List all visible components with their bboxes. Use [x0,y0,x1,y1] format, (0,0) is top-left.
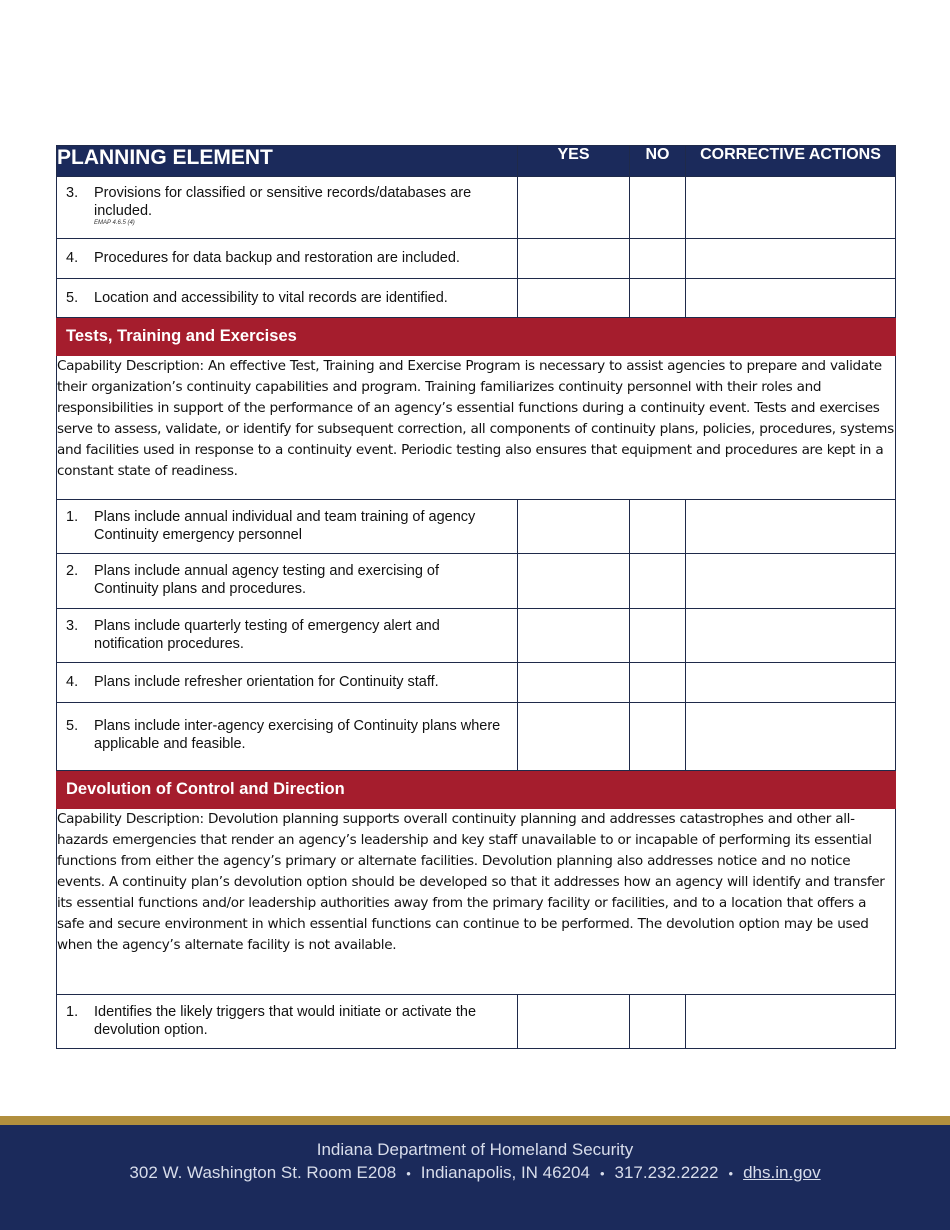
item-number: 5. [66,718,79,734]
item-text: Plans include inter-agency exercising of Continuity plans where applicable and feasible. [94,718,501,752]
yes-cell[interactable] [518,554,630,609]
yes-cell[interactable] [518,500,630,554]
item-cell [57,177,518,239]
table-row [57,663,896,703]
item-number: 4. [66,674,79,690]
item-number: 3. [66,185,79,201]
footer-phone: 317.232.2222 [614,1163,719,1182]
table-row [57,177,896,239]
footer-contact-line [0,1162,950,1185]
yes-cell[interactable] [518,703,630,771]
footer-organization: Indiana Department of Homeland Security [316,1140,634,1159]
section-title-tests-training: Tests, Training and Exercises [57,318,896,356]
no-cell[interactable] [630,995,686,1049]
item-text: Identifies the likely triggers that would initiate or activate the devolution option. [94,1004,477,1038]
no-cell[interactable] [630,500,686,554]
no-cell[interactable] [630,239,686,279]
table-row [57,279,896,318]
emap-reference: EMAP 4.6.5 (4) [94,220,135,226]
yes-cell[interactable] [518,177,630,239]
footer [0,1116,950,1230]
corrective-actions-cell[interactable] [686,500,896,554]
item-text: Plans include annual agency testing and exercising of Continuity plans and procedures. [94,563,440,597]
yes-cell[interactable] [518,663,630,703]
item-text: Provisions for classified or sensitive records/databases are included. [94,185,472,219]
header-corrective-actions: CORRECTIVE ACTIONS [686,146,896,177]
item-cell [57,554,518,609]
item-text: Procedures for data backup and restoration are included. [94,250,460,266]
corrective-actions-cell[interactable] [686,554,896,609]
corrective-actions-cell[interactable] [686,177,896,239]
section-title-devolution: Devolution of Control and Direction [57,771,896,809]
capability-description: Capability Description: Devolution planning supports overall continuity planning and addresses catastrophes and other all-hazards emergencies that render an agency’s leadership and key staff unavailable to or incapable of performing its essential functions from either the agency’s primary or alternate facilities. Devolution planning also addresses notice and no notice events. A continuity plan’s devolution option should be developed so that it addresses how an agency will identify and transfer its essential functions and/or leadership authorities away from the primary facility or facilities, and to a location that offers a safe and secure environment in which essential functions can continue to be performed. The devolution option may be used when the agency’s alternate facility is not available. [57,809,896,995]
no-cell[interactable] [630,554,686,609]
corrective-actions-cell[interactable] [686,663,896,703]
item-number: 2. [66,563,79,579]
corrective-actions-cell[interactable] [686,995,896,1049]
table-row [57,609,896,663]
table-row [57,239,896,279]
corrective-actions-cell[interactable] [686,703,896,771]
item-number: 3. [66,618,79,634]
bullet-separator: • [406,1166,411,1181]
item-number: 5. [66,290,79,306]
section-header-row [57,318,896,356]
item-cell [57,609,518,663]
header-yes: YES [518,146,630,177]
corrective-actions-cell[interactable] [686,239,896,279]
item-cell [57,279,518,318]
corrective-actions-cell[interactable] [686,279,896,318]
table-header-row [57,146,896,177]
item-text: Plans include quarterly testing of emergency alert and notification procedures. [94,618,440,652]
yes-cell[interactable] [518,239,630,279]
footer-address: 302 W. Washington St. Room E208 [129,1163,397,1182]
item-cell [57,500,518,554]
item-cell [57,663,518,703]
planning-checklist-table [56,145,896,1049]
corrective-actions-cell[interactable] [686,609,896,663]
item-cell [57,995,518,1049]
item-cell [57,239,518,279]
item-number: 4. [66,250,79,266]
item-number: 1. [66,509,79,525]
no-cell[interactable] [630,609,686,663]
description-row [57,809,896,995]
footer-city: Indianapolis, IN 46204 [420,1163,590,1182]
item-text: Plans include refresher orientation for Continuity staff. [94,674,439,690]
item-cell [57,703,518,771]
bullet-separator: • [728,1166,734,1181]
description-row [57,356,896,500]
item-text: Plans include annual individual and team training of agency Continuity emergency personnel [94,509,476,543]
no-cell[interactable] [630,703,686,771]
section-header-row [57,771,896,809]
bullet-separator: • [599,1166,605,1181]
table-row [57,554,896,609]
capability-description: Capability Description: An effective Test, Training and Exercise Program is necessary to assist agencies to prepare and validate their organization’s continuity capabilities and program. Training familiarizes continuity personnel with their roles and responsibilities in support of the performance of an agency’s essential functions during a continuity event. Tests and exercises serve to assess, validate, or identify for subsequent correction, all components of continuity plans, policies, procedures, systems and facilities used in response to a continuity event. Periodic testing also ensures that equipment and procedures are kept in a constant state of readiness. [57,356,896,500]
yes-cell[interactable] [518,609,630,663]
no-cell[interactable] [630,663,686,703]
no-cell[interactable] [630,279,686,318]
table-row [57,500,896,554]
table-row [57,703,896,771]
no-cell[interactable] [630,177,686,239]
header-no: NO [630,146,686,177]
item-text: Location and accessibility to vital records are identified. [94,290,448,306]
yes-cell[interactable] [518,995,630,1049]
header-planning-element: PLANNING ELEMENT [57,146,518,177]
item-number: 1. [66,1004,79,1020]
table-row [57,995,896,1049]
footer-website-link[interactable]: dhs.in.gov [743,1163,821,1182]
yes-cell[interactable] [518,279,630,318]
